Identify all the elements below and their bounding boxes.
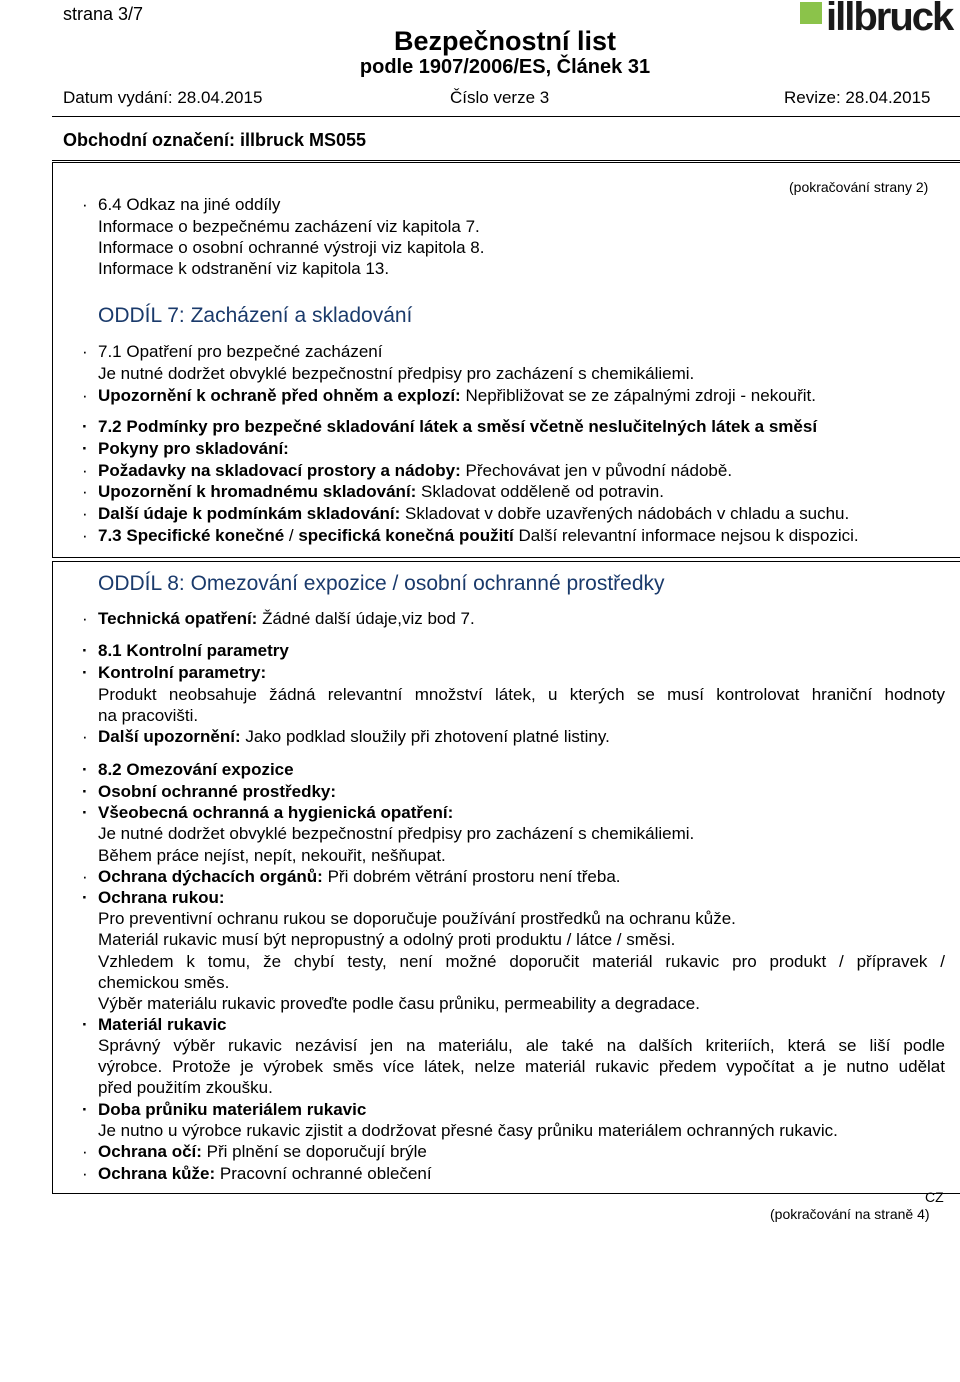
trade-divider	[52, 160, 960, 161]
issue-date: Datum vydání: 28.04.2015	[63, 88, 263, 107]
section-6-4-line-2: Informace o osobní ochranné výstroji viz kapitola 8.	[98, 238, 485, 257]
respiratory-protection: · Ochrana dýchacích orgánů: Při dobrém větrání prostoru není třeba.	[82, 867, 621, 886]
illbruck-logo	[800, 2, 960, 38]
language-code: CZ	[925, 1189, 944, 1205]
hygiene-text-1: Je nutné dodržet obvyklé bezpečnostní předpisy pro zacházení s chemikáliemi.	[98, 824, 695, 843]
document-subtitle: podle 1907/2006/ES, Článek 31	[359, 56, 651, 78]
continued-on-next-page: (pokračování na straně 4)	[770, 1206, 930, 1222]
revision-date: Revize: 28.04.2015	[784, 88, 931, 107]
section-6-4-line-3: Informace k odstranění viz kapitola 13.	[98, 259, 390, 278]
version-number: Číslo verze 3	[450, 88, 550, 107]
section-6-4-line-1: Informace o bezpečnému zacházení viz kapitola 7.	[98, 217, 480, 236]
hand-protection-text-5: Výběr materiálu rukavic proveďte podle času průniku, permeability a degradace.	[98, 994, 700, 1013]
glove-material-text-1: Správný výběr rukavic nezávisí jen na materiálu, ale také na dalších kriteriích, která se liší podle	[98, 1036, 945, 1055]
page-number: strana 3/7	[63, 4, 144, 24]
section-8-heading: ODDÍL 8: Omezování expozice / osobní ochranné prostředky	[98, 572, 665, 595]
hygiene-text-2: Během práce nejíst, nepít, nekouřit, nešňupat.	[98, 846, 446, 865]
hand-protection-text-2: Materiál rukavic musí být nepropustný a odolný proti produktu / látce / směsi.	[98, 930, 676, 949]
logo-square-icon	[800, 2, 822, 24]
fire-protection-info: · Upozornění k ochraně před ohněm a explozí: Nepřibližovat se ze zápalnými zdroji - nekouřit.	[82, 386, 816, 405]
section-7-1-text: Je nutné dodržet obvyklé bezpečnostní předpisy pro zacházení s chemikáliemi.	[98, 364, 695, 383]
glove-material-text-2: výrobce. Protože je výrobek směs více látek, nelze materiál rukavic předem vypočítat a je nutno udělat	[98, 1057, 945, 1076]
further-storage-info: · Další údaje k podmínkám skladování: Skladovat v dobře uzavřených nádobách v chladu a suchu.	[82, 504, 850, 523]
section-7-3: · 7.3 Specifické konečné / specifická konečná použití Další relevantní informace nejsou k dispozici.	[82, 526, 859, 545]
additional-information: · Další upozornění: Jako podklad sloužily při zhotovení platné listiny.	[82, 727, 610, 746]
storage-instructions: · Pokyny pro skladování:	[82, 439, 289, 458]
ppe-label: · Osobní ochranné prostředky:	[82, 782, 337, 801]
section-8-1-title: · 8.1 Kontrolní parametry	[82, 641, 289, 660]
control-parameters-text-1: Produkt neobsahuje žádná relevantní množství látek, u kterých se musí kontrolovat hraniční hodnoty	[98, 685, 945, 704]
hand-protection-text-3: Vzhledem k tomu, že chybí testy, není možné doporučit materiál rukavic pro produkt / přípravek /	[98, 952, 945, 971]
hand-protection-text-4: chemickou směs.	[98, 973, 230, 992]
continued-from: (pokračování strany 2)	[789, 179, 929, 195]
skin-protection: · Ochrana kůže: Pracovní ochranné oblečení	[82, 1164, 432, 1183]
section-7-1-title: · 7.1 Opatření pro bezpečné zacházení	[82, 342, 383, 361]
control-parameters-text-2: na pracovišti.	[98, 706, 199, 725]
penetration-time-text: Je nutno u výrobce rukavic zjistit a dodržovat přesné časy průniku materiálem ochranných rukavic.	[98, 1121, 838, 1140]
header-divider	[52, 116, 960, 117]
document-title: Bezpečnostní list	[393, 26, 617, 56]
trade-name: Obchodní označení: illbruck MS055	[63, 130, 367, 150]
hand-protection-text-1: Pro preventivní ochranu rukou se doporučuje používání prostředků na ochranu kůže.	[98, 909, 736, 928]
control-parameters-label: · Kontrolní parametry:	[82, 663, 267, 682]
logo-text: illbruck	[826, 0, 953, 39]
section-7-2-title: · 7.2 Podmínky pro bezpečné skladování látek a směsí včetně neslučitelných látek a směsí	[82, 417, 818, 436]
technical-measures: · Technická opatření: Žádné další údaje,viz bod 7.	[82, 609, 475, 628]
section-8-2-title: · 8.2 Omezování expozice	[82, 760, 294, 779]
penetration-time-label: · Doba průniku materiálem rukavic	[82, 1100, 367, 1119]
glove-material-label: · Materiál rukavic	[82, 1015, 227, 1034]
eye-protection: · Ochrana očí: Při plnění se doporučují brýle	[82, 1142, 427, 1161]
hand-protection-label: · Ochrana rukou:	[82, 888, 225, 907]
common-storage-info: · Upozornění k hromadnému skladování: Skladovat odděleně od potravin.	[82, 482, 664, 501]
storage-requirements: · Požadavky na skladovací prostory a nádoby: Přechovávat jen v původní nádobě.	[82, 461, 733, 480]
hygiene-label: · Všeobecná ochranná a hygienická opatření:	[82, 803, 454, 822]
section-7-heading: ODDÍL 7: Zacházení a skladování	[98, 304, 413, 327]
glove-material-text-3: před použitím zkoušku.	[98, 1078, 273, 1097]
section-6-4-title: · 6.4 Odkaz na jiné oddíly	[82, 195, 281, 214]
